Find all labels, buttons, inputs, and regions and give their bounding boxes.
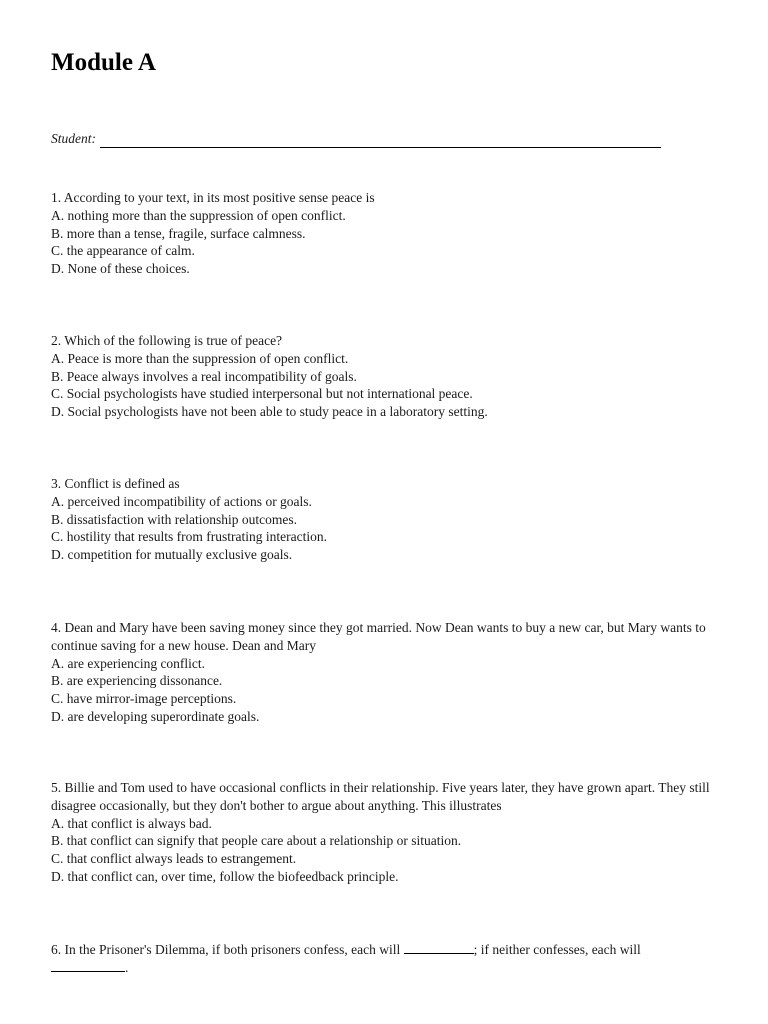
option-c: C. have mirror-image perceptions. xyxy=(51,691,237,707)
option-a: A. perceived incompatibility of actions or goals. xyxy=(51,493,312,509)
question-stem: 3. Conflict is defined as xyxy=(51,476,180,491)
option-c: C. Social psychologists have studied interpersonal but not international peace. xyxy=(51,386,473,402)
question-stem-part-1: 6. In the Prisoner's Dilemma, if both prisoners confess, each will xyxy=(51,942,404,957)
question-stem-part-2: ; if neither confesses, each will xyxy=(473,942,641,957)
page-title: Module A xyxy=(51,49,156,76)
option-a: A. are experiencing conflict. xyxy=(51,655,206,671)
question-stem: 4. Dean and Mary have been saving money since they got married. Now Dean wants to buy a new car, but Mary wants to continue saving for a new house. Dean and Mary xyxy=(51,620,706,653)
question-stem: 2. Which of the following is true of peace? xyxy=(51,333,283,348)
option-b: B. more than a tense, fragile, surface calmness. xyxy=(51,225,306,241)
option-c: C. hostility that results from frustrating interaction. xyxy=(51,529,327,545)
question-stem: 1. According to your text, in its most positive sense peace is xyxy=(51,190,375,205)
question-stem xyxy=(51,941,731,977)
question-stem: 5. Billie and Tom used to have occasional conflicts in their relationship. Five years later, they have grown apart. They still disagree occasionally, but they don't bother to argue about anything. This illustrates xyxy=(51,780,710,813)
option-d: D. are developing superordinate goals. xyxy=(51,708,260,724)
option-a: A. that conflict is always bad. xyxy=(51,815,212,831)
answer-blank-1[interactable] xyxy=(404,941,474,954)
student-name-field xyxy=(51,130,661,148)
option-a: A. nothing more than the suppression of open conflict. xyxy=(51,207,346,223)
student-name-blank[interactable] xyxy=(100,133,661,148)
question-3 xyxy=(51,475,731,564)
option-d: D. that conflict can, over time, follow the biofeedback principle. xyxy=(51,868,399,884)
option-b: B. Peace always involves a real incompatibility of goals. xyxy=(51,368,357,384)
option-b: B. are experiencing dissonance. xyxy=(51,673,223,689)
document-page xyxy=(51,0,731,1024)
option-c: C. the appearance of calm. xyxy=(51,243,195,259)
option-b: B. dissatisfaction with relationship outcomes. xyxy=(51,511,297,527)
question-1 xyxy=(51,189,731,278)
option-d: D. competition for mutually exclusive goals. xyxy=(51,547,293,563)
question-4 xyxy=(51,619,731,726)
question-2 xyxy=(51,332,731,421)
question-stem-part-3: . xyxy=(125,959,129,975)
question-6 xyxy=(51,941,731,977)
option-b: B. that conflict can signify that people care about a relationship or situation. xyxy=(51,833,462,849)
option-d: D. None of these choices. xyxy=(51,261,190,277)
option-c: C. that conflict always leads to estrangement. xyxy=(51,851,297,867)
option-a: A. Peace is more than the suppression of open conflict. xyxy=(51,350,349,366)
answer-blank-2[interactable] xyxy=(51,959,125,972)
student-label: Student: xyxy=(51,131,96,146)
question-5 xyxy=(51,779,731,886)
option-d: D. Social psychologists have not been able to study peace in a laboratory setting. xyxy=(51,404,488,420)
